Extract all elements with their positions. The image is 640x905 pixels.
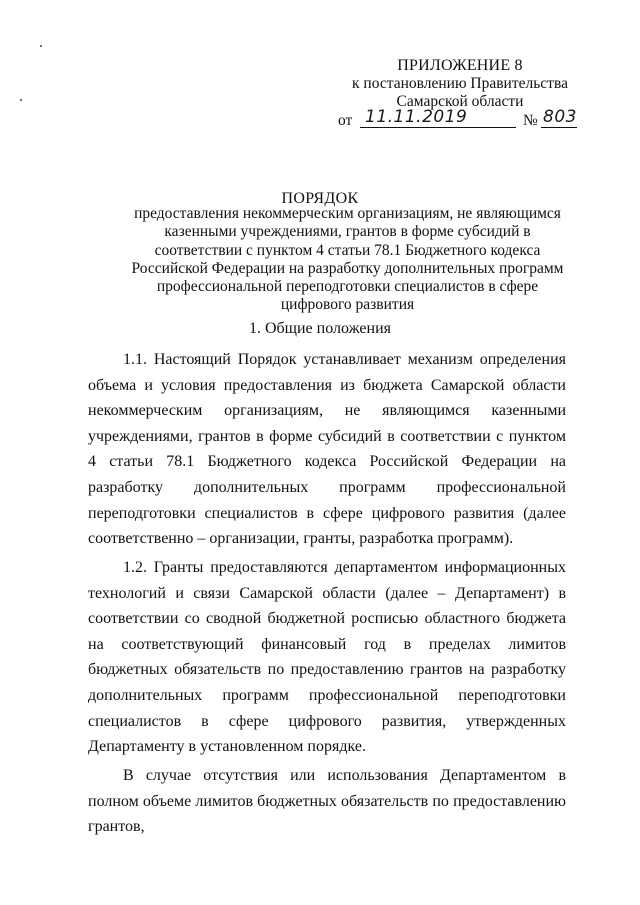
decree-date-number-line xyxy=(338,107,578,134)
appendix-header xyxy=(330,57,590,111)
scan-speck xyxy=(20,99,22,101)
scan-speck xyxy=(40,45,42,47)
document-subtitle: предоставления некоммерческим организациям, не являющимся казенными учреждениями, грантов в форме субсидий в соответствии с пунктом 4 статьи 78.1 Бюджетного кодекса Российской Федерации на разработку дополнительных программ профессиональной переподготовки специалистов в сфере цифрового развития xyxy=(131,205,564,314)
section-heading: 1. Общие положения xyxy=(248,320,392,337)
appendix-region-line: Самарской области xyxy=(396,93,524,110)
handwritten-number: 803 xyxy=(543,107,577,127)
paragraph-1-2-continuation: В случае отсутствия или использования Департаментом в полном объеме лимитов бюджетных обязательств по предоставлению грантов, xyxy=(88,767,566,836)
paragraph-block xyxy=(88,763,566,840)
paragraph-block xyxy=(88,555,566,760)
number-underline xyxy=(541,127,577,128)
paragraph-block xyxy=(88,347,566,552)
date-underline xyxy=(360,127,516,128)
paragraph-1-2: 1.2. Гранты предоставляются департаментом информационных технологий и связи Самарской области (далее – Департамент) в соответствии со сводной бюджетной росписью областного бюджета на соответствующий финансовый год в пределах лимитов бюджетных обязательств по предоставлению грантов на разработку дополнительных программ профессиональной переподготовки специалистов в сфере цифрового развития, утвержденных Департаменту в установленном порядке. xyxy=(88,559,566,756)
document-title: ПОРЯДОК xyxy=(281,190,359,207)
handwritten-date: 11.11.2019 xyxy=(365,107,468,127)
date-prefix: от xyxy=(338,112,353,129)
paragraph-1-1: 1.1. Настоящий Порядок устанавливает механизм определения объема и условия предоставления из бюджета Самарской области некоммерческим организациям, не являющимся казенными учреждениями, грантов в форме субсидий в соответствии с пунктом 4 статьи 78.1 Бюджетного кодекса Российской Федерации на разработку дополнительных программ профессиональной переподготовки специалистов в сфере цифрового развития (далее соответственно – организации, гранты, разработка программ). xyxy=(88,351,566,548)
appendix-reference-line: к постановлению Правительства xyxy=(352,75,568,92)
appendix-title: ПРИЛОЖЕНИЕ 8 xyxy=(397,57,523,74)
number-prefix: № xyxy=(523,112,538,129)
